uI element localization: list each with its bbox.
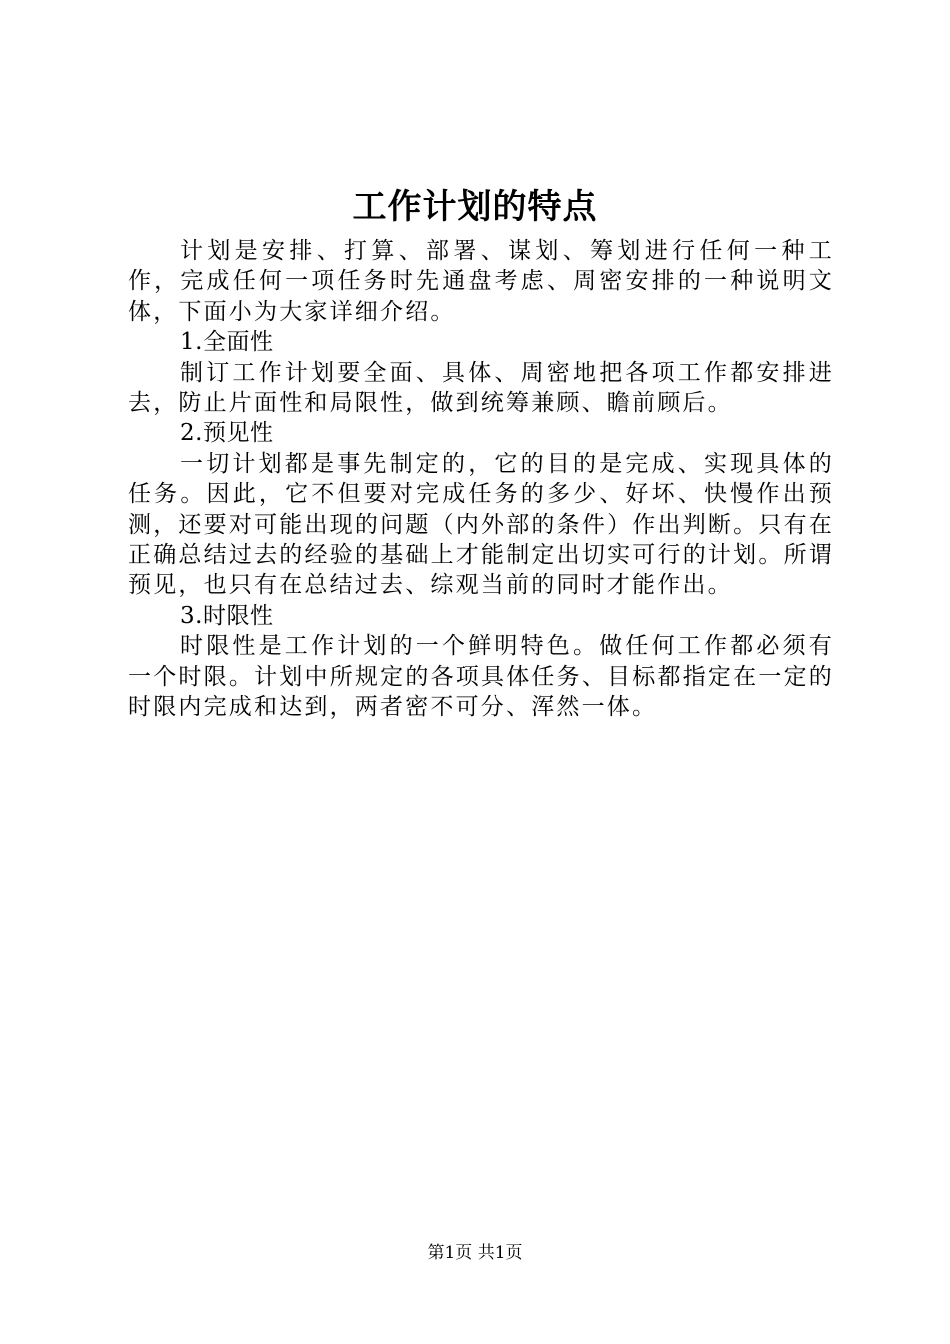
page-footer: 第1页 共1页 [427, 1243, 523, 1263]
section-heading-comprehensive: 1.全面性 [180, 329, 274, 356]
section-text-comprehensive: 制订工作计划要全面、具体、周密地把各项工作都安排进去，防止片面性和局限性，做到统筹兼顾、瞻前顾后。 [128, 359, 834, 417]
intro-paragraph: 计划是安排、打算、部署、谋划、筹划进行任何一种工作，完成任何一项任务时先通盘考虑、周密安排的一种说明文体，下面小为大家详细介绍。 [128, 238, 834, 325]
section-heading-time-limit: 3.时限性 [180, 602, 274, 629]
section-text-time-limit: 时限性是工作计划的一个鲜明特色。做任何工作都必须有一个时限。计划中所规定的各项具体任务、目标都指定在一定的时限内完成和达到，两者密不可分、浑然一体。 [128, 633, 834, 721]
section-heading-foresight: 2.预见性 [180, 420, 274, 447]
document-body [128, 236, 834, 723]
document-title: 工作计划的特点 [352, 187, 598, 227]
section-text-foresight: 一切计划都是事先制定的，它的目的是完成、实现具体的任务。因此，它不但要对完成任务的多少、好坏、快慢作出预测，还要对可能出现的问题（内外部的条件）作出判断。只有在正确总结过去的经验的基础上才能制定出切实可行的计划。所谓预见，也只有在总结过去、综观当前的同时才能作出。 [128, 450, 834, 599]
